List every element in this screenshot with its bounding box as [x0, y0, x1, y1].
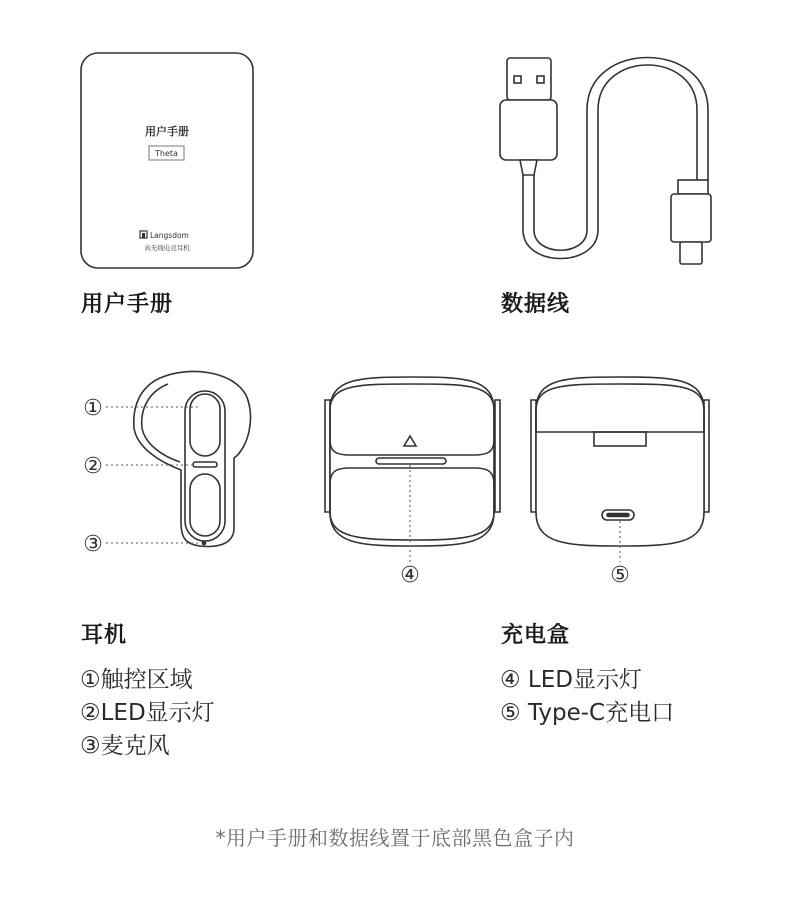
callout-number-1: ① [83, 396, 103, 421]
case-feature-led: ④ LED显示灯 [500, 667, 642, 693]
case-section-title: 充电盒 [501, 623, 571, 648]
earbud-feature-touch: ①触控区域 [80, 667, 193, 693]
usb-a-strain-relief [520, 160, 537, 175]
manual-illustration [81, 53, 253, 268]
callout-number-3: ③ [83, 532, 103, 557]
case-feature-usb-c: ⑤ Type-C充电口 [500, 700, 675, 726]
case-back-illustration [531, 377, 709, 546]
usb-c-neck [678, 180, 708, 194]
earbud-stem [185, 391, 225, 541]
cable-section-title: 数据线 [501, 292, 571, 317]
case-front-body [330, 377, 494, 546]
usb-c-housing [671, 194, 711, 242]
earbud-section-title: 耳机 [81, 623, 128, 648]
manual-model-tag: Theta [155, 149, 178, 158]
manual-product-name: 真无线电竞耳机 [144, 244, 190, 252]
callout-number-5: ⑤ [610, 563, 630, 588]
callout-number-2: ② [83, 454, 103, 479]
footnote: *用户手册和数据线置于底部黑色盒子内 [215, 826, 575, 850]
usb-c-plug [680, 242, 702, 264]
cable-illustration [500, 58, 711, 265]
earbud-feature-led: ②LED显示灯 [80, 700, 215, 726]
earbud-illustration [134, 371, 251, 546]
callout-number-4: ④ [400, 563, 420, 588]
manual-brand: Langsdom [150, 231, 189, 240]
manual-section-title: 用户手册 [81, 292, 174, 317]
manual-cover-title: 用户手册 [145, 125, 189, 138]
case-front-illustration [325, 377, 500, 546]
microphone-hole-icon [202, 541, 205, 544]
usb-a-housing [500, 100, 557, 160]
earbud-feature-mic: ③麦克风 [80, 733, 170, 759]
